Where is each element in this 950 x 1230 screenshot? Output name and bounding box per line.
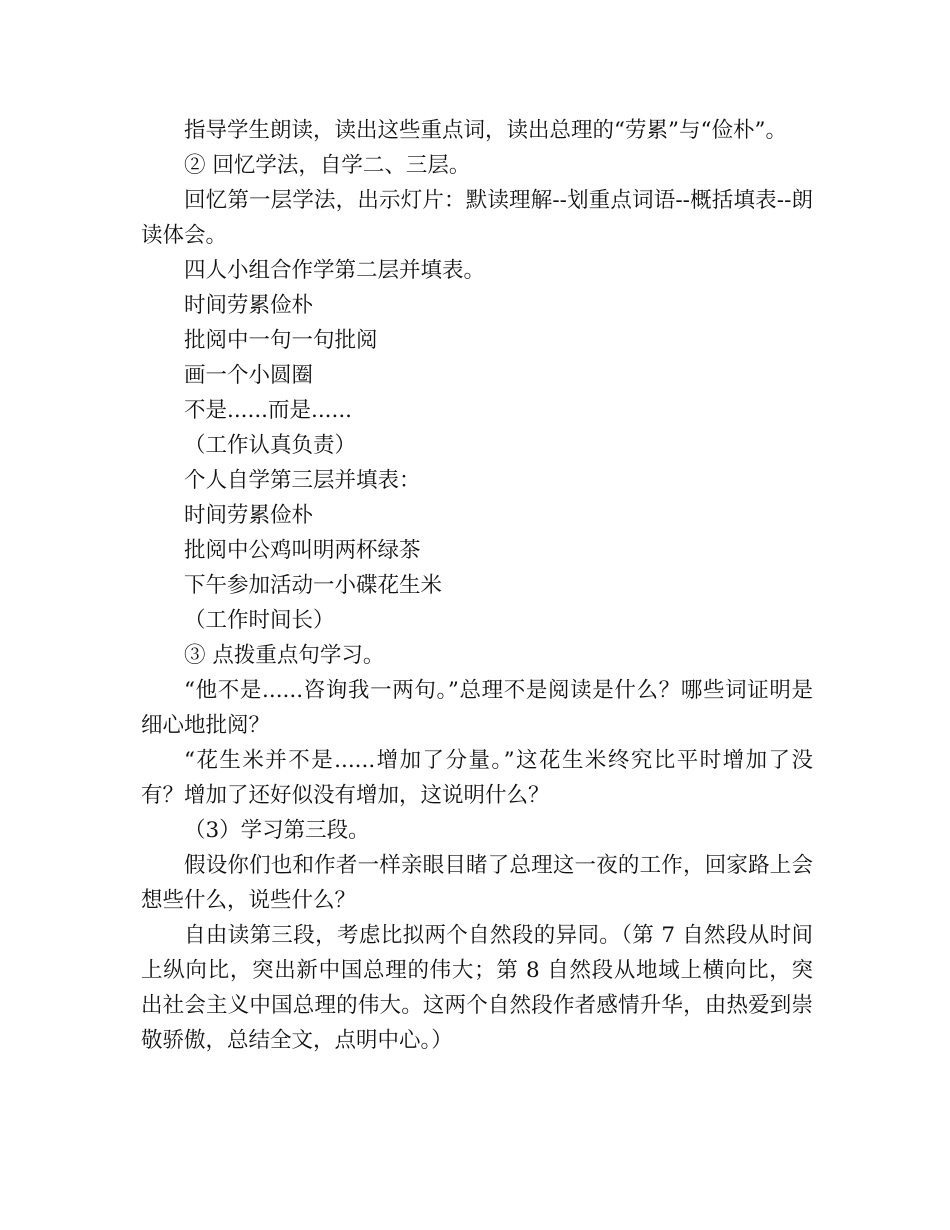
paragraph: “花生米并不是......增加了分量。”这花生米终究比平时增加了没有？增加了还好似没有增加，这说明什么？: [141, 748, 813, 808]
paragraph: 回忆第一层学法，出示灯片：默读理解--划重点词语--概括填表--朗读体会。: [141, 188, 813, 248]
paragraph: ③ 点拨重点句学习。: [184, 643, 385, 668]
paragraph: （工作时间长）: [184, 608, 335, 633]
document-body: [141, 113, 813, 1058]
paragraph: 自由读第三段，考虑比拟两个自然段的异同。（第 7 自然段从时间上纵向比，突出新中国总理的伟大；第 8 自然段从地域上横向比，突出社会主义中国总理的伟大。这两个自然段作者感情升华，由热爱到崇敬骄傲，总结全文，点明中心。）: [141, 923, 813, 1053]
paragraph: 四人小组合作学第二层并填表。: [184, 258, 486, 283]
paragraph: 批阅中一句一句批阅: [184, 328, 378, 353]
paragraph: 假设你们也和作者一样亲眼目睹了总理这一夜的工作，回家路上会想些什么，说些什么？: [141, 853, 813, 913]
paragraph: 时间劳累俭朴: [184, 503, 314, 528]
paragraph: 画一个小圆圈: [184, 363, 314, 388]
paragraph: 不是......而是......: [184, 398, 353, 423]
paragraph: （3）学习第三段。: [184, 818, 370, 843]
paragraph: 个人自学第三层并填表：: [184, 468, 421, 493]
paragraph: 指导学生朗读，读出这些重点词，读出总理的“劳累”与“俭朴”。: [184, 118, 787, 143]
paragraph: （工作认真负责）: [184, 433, 357, 458]
paragraph: 批阅中公鸡叫明两杯绿茶: [184, 538, 421, 563]
paragraph: 时间劳累俭朴: [184, 293, 314, 318]
paragraph: ② 回忆学法，自学二、三层。: [184, 153, 471, 178]
paragraph: 下午参加活动一小碟花生米: [184, 573, 443, 598]
paragraph: “他不是......咨询我一两句。”总理不是阅读是什么？哪些词证明是细心地批阅？: [141, 678, 813, 738]
